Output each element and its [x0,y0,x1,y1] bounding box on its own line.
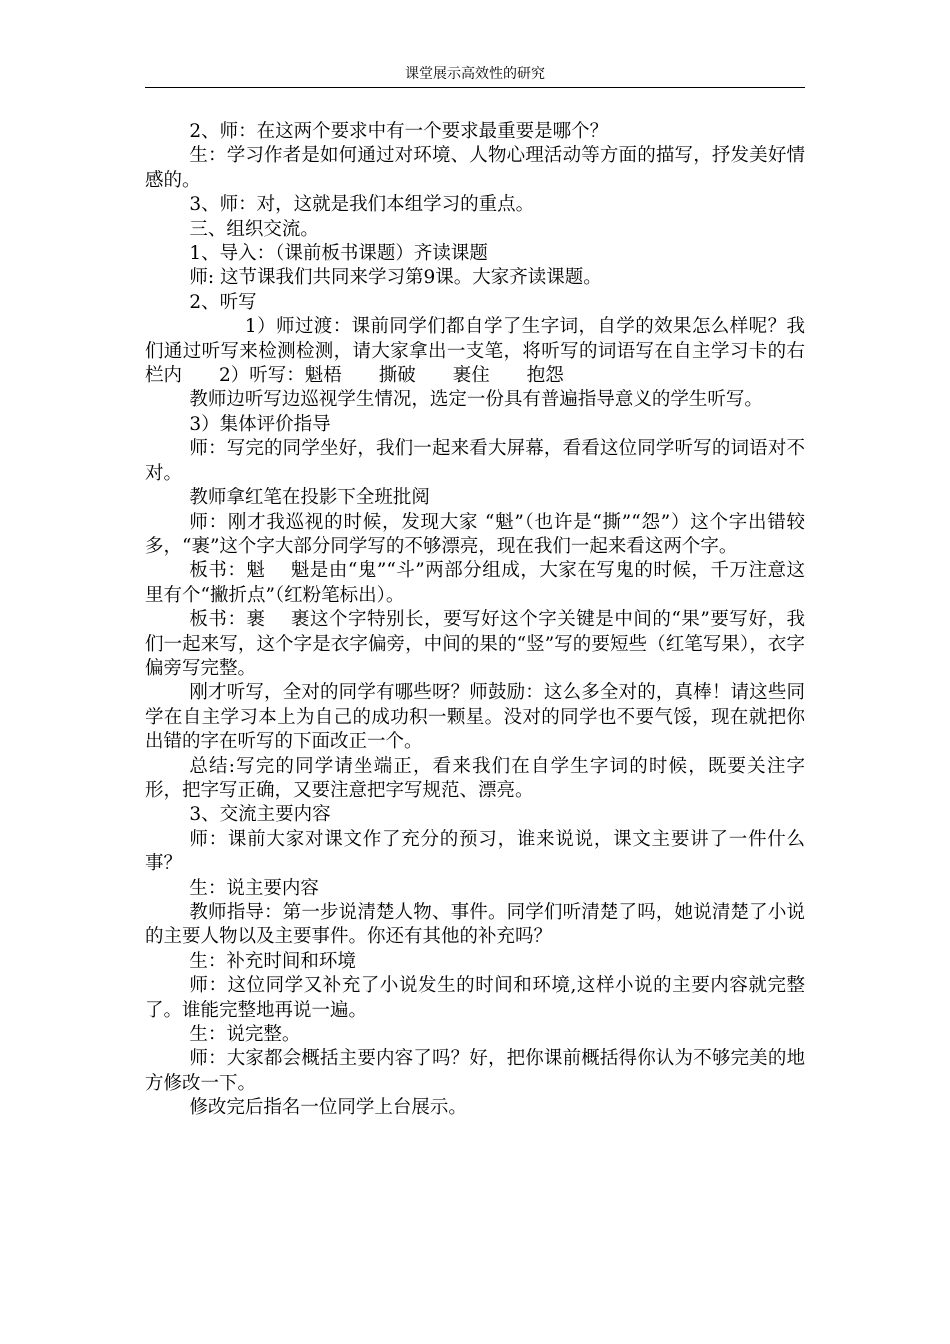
paragraph: 生：学习作者是如何通过对环境、人物心理活动等方面的描写，抒发美好情感的。 [145,145,805,191]
paragraph: 师：写完的同学坐好，我们一起来看大屏幕，看看这位同学听写的词语对不对。 [145,438,805,484]
paragraph: 教师指导：第一步说清楚人物、事件。同学们听清楚了吗，她说清楚了小说的主要人物以及主要事件。你还有其他的补充吗？ [145,902,805,948]
paragraph: 板书：裹 裹这个字特别长，要写好这个字关键是中间的“果”要写好，我们一起来写，这个字是衣字偏旁，中间的果的“竖”写的要短些（红笔写果），衣字偏旁写完整。 [145,609,805,679]
paragraph: 修改完后指名一位同学上台展示。 [189,1097,467,1119]
paragraph: 3、师：对，这就是我们本组学习的重点。 [189,194,535,216]
paragraph: 刚才听写，全对的同学有哪些呀？师鼓励：这么多全对的，真棒！请这些同学在自主学习本上为自己的成功积一颗星。没对的同学也不要气馁，现在就把你出错的字在听写的下面改正一个。 [145,682,805,753]
paragraph: 2、师：在这两个要求中有一个要求最重要是哪个？ [189,121,609,142]
paragraph: 师: 这节课我们共同来学习第9课。大家齐读课题。 [189,267,602,289]
paragraph: 教师拿红笔在投影下全班批阅 [189,487,430,509]
paragraph: 教师边听写边巡视学生情况，选定一份具有普遍指导意义的学生听写。 [189,389,763,411]
paragraph: 3）集体评价指导 [189,413,331,435]
paragraph: 3、交流主要内容 [189,804,331,826]
paragraph: 师：刚才我巡视的时候，发现大家 “魁”（也许是“撕”“怨”）这个字出错较多，“裹”这个字大部分同学写的不够漂亮，现在我们一起来看这两个字。 [145,511,805,557]
header-divider [145,87,805,88]
paragraph: 1）师过渡：课前同学们都自学了生字词，自学的效果怎么样呢？我们通过听写来检测检测，请大家拿出一支笔，将听写的词语写在自主学习卡的右栏内 2）听写：魁梧 撕破 裹住 抱怨 [145,316,805,387]
paragraph: 师：这位同学又补充了小说发生的时间和环境,这样小说的主要内容就完整了。谁能完整地再说一遍。 [145,975,805,1021]
paragraph: 2、听写 [189,291,257,313]
paragraph: 板书：魁 魁是由“鬼”“斗”两部分组成，大家在写鬼的时候，千万注意这里有个“撇折点”（红粉笔标出）。 [145,560,805,606]
document-body [145,120,805,1121]
section-heading: 三、组织交流。 [189,218,319,240]
paragraph: 师：大家都会概括主要内容了吗？好，把你课前概括得你认为不够完美的地方修改一下。 [145,1048,805,1094]
paragraph: 生：说主要内容 [189,877,319,899]
paragraph: 1、导入：（课前板书课题）齐读课题 [189,243,488,265]
paragraph: 生：补充时间和环境 [189,950,356,972]
paragraph: 总结:写完的同学请坐端正，看来我们在自学生字词的时候，既要关注字形，把字写正确，又要注意把字写规范、漂亮。 [145,755,805,801]
page-header: 课堂展示高效性的研究 [405,66,545,82]
paragraph: 师：课前大家对课文作了充分的预习，谁来说说，课文主要讲了一件什么事？ [145,828,805,875]
paragraph: 生：说完整。 [189,1024,301,1046]
